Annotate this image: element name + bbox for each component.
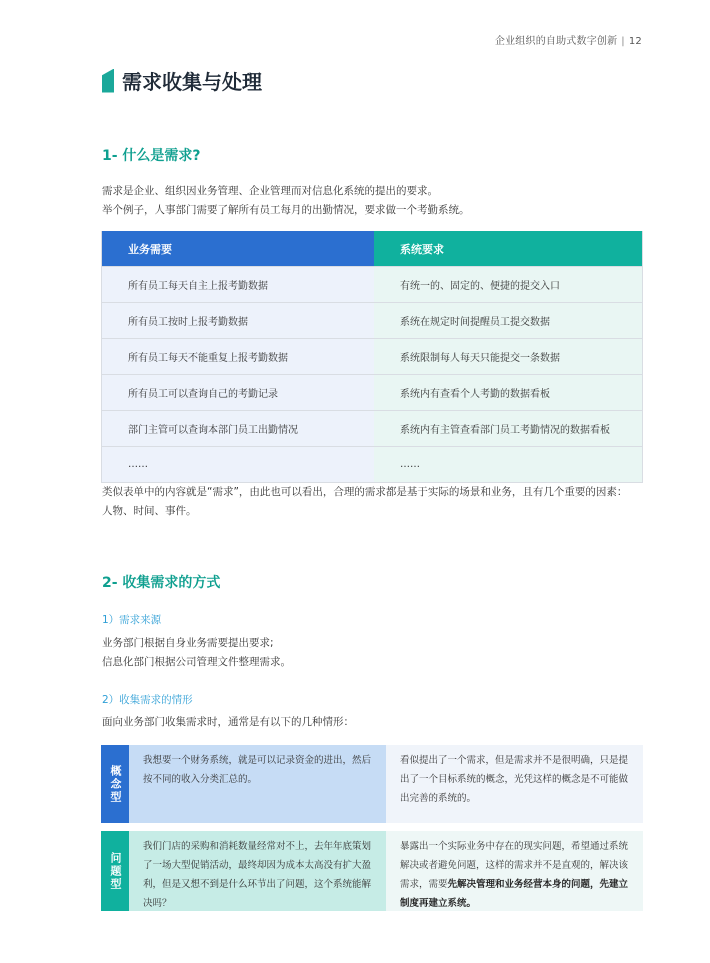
page-header: [495, 32, 642, 47]
source-line: 信息化部门根据公司管理文件整理需求。: [102, 656, 291, 668]
case-analysis: [386, 831, 643, 911]
table-row: [102, 375, 643, 411]
intro-line: 需求是企业、组织因业务管理、企业管理而对信息化系统的提出的要求。: [102, 185, 438, 197]
section-1-heading: 1- 什么是需求?: [102, 148, 201, 164]
summary-line: 类似表单中的内容就是“需求”，由此也可以看出，合理的需求都是基于实际的场景和业务，且有几个重要的因素：: [102, 486, 628, 498]
section-1-summary: [102, 483, 627, 521]
table-cell: ……: [102, 447, 375, 483]
table-cell: 所有员工按时上报考勤数据: [102, 303, 375, 339]
table-cell: 系统限制每人每天只能提交一条数据: [374, 339, 643, 375]
table-row: [102, 339, 643, 375]
case-example: 我们门店的采购和消耗数量经常对不上，去年年底策划了一场大型促销活动，最终却因为成本太高没有扩大盈利，但是又想不到是什么环节出了问题，这个系统能解决吗？: [129, 831, 386, 911]
table-cell: 所有员工每天自主上报考勤数据: [102, 267, 375, 303]
table-cell: 所有员工可以查询自己的考勤记录: [102, 375, 375, 411]
analysis-emphasis: 先解决管理和业务经营本身的问题，先建立制度再建立系统。: [400, 879, 629, 909]
title-accent-icon: [102, 69, 114, 93]
table-cell: 系统内有主管查看部门员工考勤情况的数据看板: [374, 411, 643, 447]
column-header-business: 业务需要: [102, 231, 375, 267]
case-label-concept: 概念型: [101, 745, 129, 823]
page-title: 需求收集与处理: [122, 70, 262, 94]
column-header-system: 系统要求: [374, 231, 643, 267]
subsection-2-title: 2）收集需求的情形: [102, 694, 193, 706]
table-cell: ……: [374, 447, 643, 483]
table-header-row: [102, 231, 643, 267]
page-number: 12: [628, 36, 642, 47]
section-1-intro: [102, 182, 470, 220]
source-line: 业务部门根据自身业务需要提出要求;: [102, 637, 274, 649]
case-row-concept: [101, 745, 643, 823]
document-title: 企业组织的自助式数字创新: [494, 36, 618, 47]
subsection-2-intro: [102, 713, 354, 732]
table-row: [102, 267, 643, 303]
case-row-problem: [101, 831, 643, 911]
table-row: [102, 447, 643, 483]
intro-text: 面向业务部门收集需求时，通常是有以下的几种情形：: [102, 716, 354, 728]
case-label-problem: 问题型: [101, 831, 129, 911]
table-row: [102, 411, 643, 447]
header-separator: |: [621, 36, 625, 47]
analysis-text: 暴露出一个实际业务中存在的现实问题，希望通过系统解决或者避免问题，这样的需求并不是直观的，解决该需求，需要: [400, 841, 629, 890]
summary-line: 人物、时间、事件。: [102, 505, 197, 517]
page-title-block: [102, 66, 262, 95]
table-cell: 有统一的、固定的、便捷的提交入口: [374, 267, 643, 303]
subsection-1-body: [102, 634, 291, 672]
table-cell: 系统在规定时间提醒员工提交数据: [374, 303, 643, 339]
case-analysis: 看似提出了一个需求，但是需求并不是很明确，只是提出了一个目标系统的概念，光凭这样的概念是不可能做出完善的系统的。: [386, 745, 643, 823]
table-cell: 部门主管可以查询本部门员工出勤情况: [102, 411, 375, 447]
table-cell: 系统内有查看个人考勤的数据看板: [374, 375, 643, 411]
requirements-table: [101, 231, 643, 483]
intro-line: 举个例子，人事部门需要了解所有员工每月的出勤情况，要求做一个考勤系统。: [102, 204, 470, 216]
case-example: 我想要一个财务系统，就是可以记录资金的进出，然后按不同的收入分类汇总的。: [129, 745, 386, 823]
table-cell: 所有员工每天不能重复上报考勤数据: [102, 339, 375, 375]
table-row: [102, 303, 643, 339]
subsection-1-title: 1）需求来源: [102, 614, 162, 626]
section-2-heading: 2- 收集需求的方式: [102, 575, 221, 591]
